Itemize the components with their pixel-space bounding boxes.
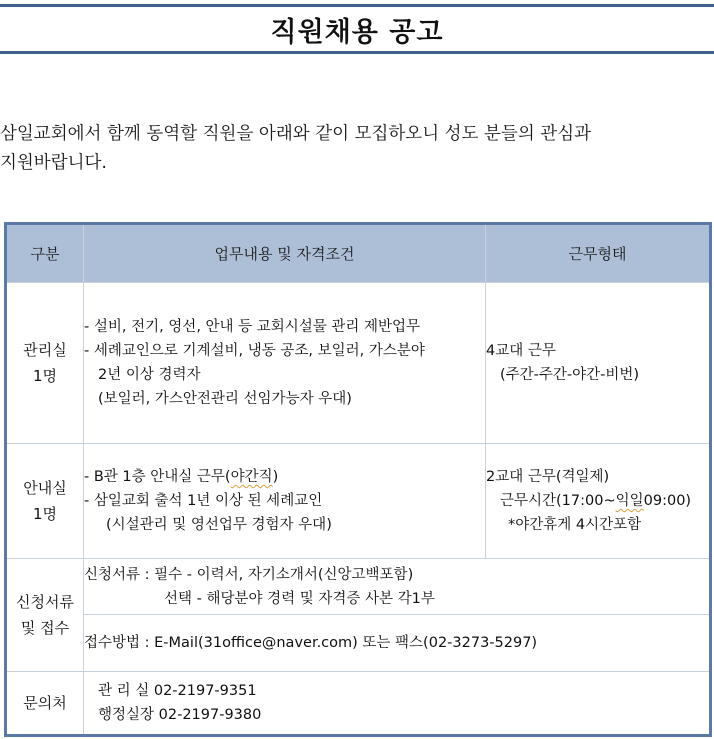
duty-text: - B관 1층 안내실 근무(: [84, 469, 231, 485]
table-header-row: [6, 224, 711, 283]
application-method: 접수방법 : E-Mail(31office@naver.com) 또는 팩스(02-3273-5297): [84, 635, 538, 651]
table-row-application-documents: [6, 559, 711, 615]
contact-line-facility: 관 리 실 02-2197-9351: [98, 683, 257, 699]
table-row-information-desk: [6, 444, 711, 559]
category-cell: [6, 559, 84, 672]
duty-line: - 세례교인으로 기계설비, 냉동 공조, 보일러, 가스분야: [84, 343, 425, 359]
duty-line: 2년 이상 경력자: [98, 367, 201, 383]
category-name: 안내실: [23, 479, 67, 497]
documents-optional: 선택 - 해당분야 경력 및 자격증 사본 각1부: [164, 590, 435, 607]
work-hours-text: 09:00): [643, 493, 692, 509]
duty-line: [84, 465, 485, 489]
header-work-type: 근무형태: [486, 224, 711, 283]
duties-cell: [84, 444, 486, 559]
category-headcount: 1명: [32, 505, 58, 523]
table-row-contact: [6, 672, 711, 736]
title-banner: [0, 4, 714, 54]
work-type-line: [486, 489, 709, 513]
documents-required: 신청서류 : 필수 - 이력서, 자기소개서(신앙고백포함): [84, 566, 414, 583]
work-type-line: (주간-주간-야간-비번): [500, 367, 640, 383]
category-name: 및 접수: [20, 619, 70, 637]
intro-line-2: 지원바랍니다.: [0, 153, 107, 173]
category-cell: [6, 283, 84, 444]
work-type-line: 4교대 근무: [486, 343, 556, 359]
method-cell: [84, 615, 711, 672]
contact-cell: [84, 672, 711, 736]
category-name: 문의처: [23, 694, 67, 712]
duty-line: - 설비, 전기, 영선, 안내 등 교회시설물 관리 제반업무: [84, 319, 421, 335]
spellcheck-flagged-text: 익일: [615, 493, 644, 509]
table-row-management: [6, 283, 711, 444]
work-type-cell: [486, 283, 711, 444]
work-type-line: 2교대 근무(격일제): [486, 469, 610, 485]
intro-line-1: 삼일교회에서 함께 동역할 직원을 아래와 같이 모집하오니 성도 분들의 관심과: [0, 124, 592, 144]
spellcheck-flagged-text: 야간직: [230, 469, 273, 485]
contact-line-admin: 행정실장 02-2197-9380: [98, 707, 262, 723]
category-name: 신청서류: [16, 593, 74, 611]
table-row-application-method: [6, 615, 711, 672]
category-cell: [6, 672, 84, 736]
work-hours-text: 근무시간(17:00~: [500, 493, 616, 509]
category-cell: [6, 444, 84, 559]
duty-text: ): [272, 469, 279, 485]
category-headcount: 1명: [32, 367, 58, 385]
header-category: 구분: [6, 224, 84, 283]
page-title: 직원채용 공고: [270, 16, 444, 48]
work-type-cell: [486, 444, 711, 559]
work-type-line: *야간휴게 4시간포함: [508, 517, 642, 533]
duty-line: (보일러, 가스안전관리 선임가능자 우대): [98, 391, 352, 407]
recruitment-table: [4, 222, 712, 737]
documents-cell: [84, 559, 711, 615]
category-name: 관리실: [23, 341, 67, 359]
intro-paragraph: [0, 120, 714, 178]
duty-line: - 삼일교회 출석 1년 이상 된 세례교인: [84, 493, 323, 509]
header-duties: 업무내용 및 자격조건: [84, 224, 486, 283]
duties-cell: [84, 283, 486, 444]
duty-line: (시설관리 및 영선업무 경험자 우대): [106, 517, 332, 533]
